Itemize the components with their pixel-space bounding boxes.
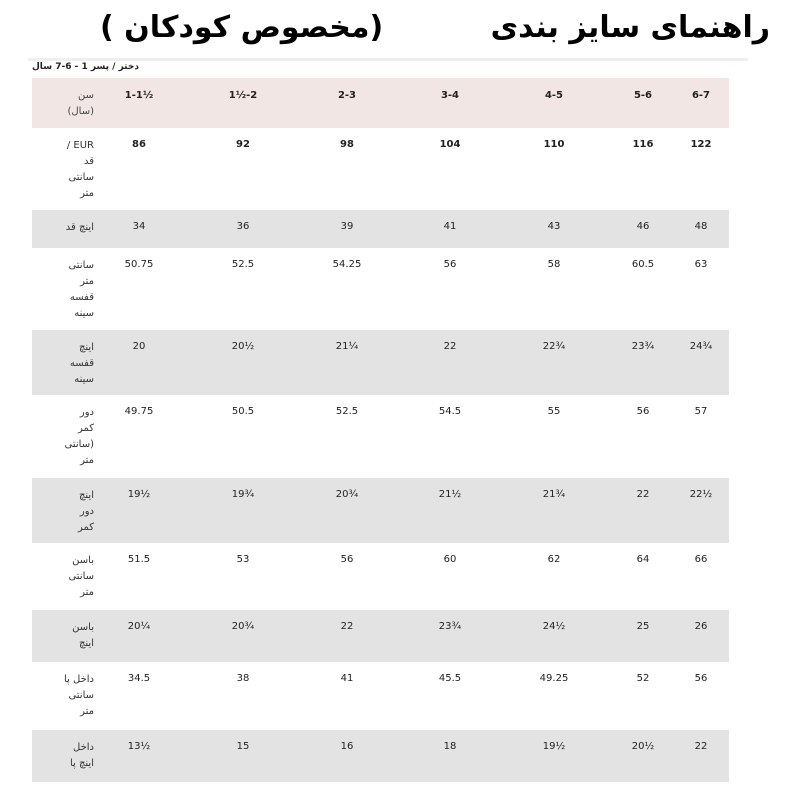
row-label <box>46 258 94 322</box>
table-cell: 36 <box>236 221 250 232</box>
table-cell: 56 <box>340 554 354 565</box>
table-cell: 15 <box>236 741 250 752</box>
header-age-cell: 5-6 <box>633 90 653 101</box>
table-cell: 54.5 <box>438 406 462 417</box>
table-row <box>32 128 729 210</box>
table-header-row <box>32 78 729 128</box>
row-label-line: متر <box>80 587 94 598</box>
table-cell: 41 <box>340 673 354 684</box>
table-cell: 24½ <box>542 621 566 632</box>
table-cell: 64 <box>636 554 650 565</box>
table-cell: 52.5 <box>231 259 255 270</box>
table-cell: 122 <box>690 139 712 150</box>
row-label-line: EUR / <box>66 140 94 151</box>
row-label-line: متر <box>80 276 94 287</box>
table-cell: 51.5 <box>127 554 151 565</box>
row-label-line: داخل <box>73 742 94 753</box>
table-cell: 49.75 <box>124 406 154 417</box>
row-label-line: کمر <box>77 423 94 434</box>
table-cell: 110 <box>543 139 565 150</box>
table-cell: 22½ <box>689 489 713 500</box>
table-cell: 92 <box>236 139 250 150</box>
row-label <box>46 220 94 236</box>
row-label-line: قفسه <box>69 292 94 303</box>
size-chart-table <box>32 78 729 782</box>
row-label <box>46 340 94 388</box>
table-cell: 104 <box>439 139 461 150</box>
page-title: راهنمای سایز بندی <box>490 10 770 45</box>
table-cell: 21¼ <box>335 341 359 352</box>
table-cell: 98 <box>340 139 354 150</box>
table-cell: 41 <box>443 221 457 232</box>
table-cell: 19¾ <box>231 489 255 500</box>
header-age-cell: 4-5 <box>544 90 564 101</box>
table-cell: 18 <box>443 741 457 752</box>
table-cell: 49.25 <box>539 673 569 684</box>
table-cell: 22 <box>694 741 708 752</box>
row-label-line: قد <box>83 156 94 167</box>
row-label <box>46 740 94 772</box>
table-cell: 26 <box>694 621 708 632</box>
row-label-line: دور <box>79 407 94 418</box>
table-cell: 20½ <box>231 341 255 352</box>
table-cell: 55 <box>547 406 561 417</box>
table-cell: 22¾ <box>542 341 566 352</box>
table-cell: 19½ <box>127 489 151 500</box>
header-age-cell: 1½-2 <box>228 90 258 101</box>
row-label-line: باسن <box>72 622 94 633</box>
row-label-line: اینچ <box>78 638 94 649</box>
row-label-line: اینچ پا <box>69 758 94 769</box>
row-label-line: متر <box>80 455 94 466</box>
row-label <box>46 405 94 469</box>
table-row <box>32 662 729 730</box>
table-cell: 20¾ <box>335 489 359 500</box>
table-row <box>32 330 729 395</box>
table-cell: 62 <box>547 554 561 565</box>
row-label <box>46 138 94 202</box>
row-label-line: سانتی <box>68 571 94 582</box>
table-cell: 20¾ <box>231 621 255 632</box>
table-row <box>32 210 729 248</box>
row-label-line: اینچ <box>78 342 94 353</box>
table-cell: 34 <box>132 221 146 232</box>
table-cell: 58 <box>547 259 561 270</box>
table-cell: 52 <box>636 673 650 684</box>
header-age-cell: 3-4 <box>440 90 460 101</box>
table-cell: 56 <box>694 673 708 684</box>
table-cell: 16 <box>340 741 354 752</box>
table-cell: 20 <box>132 341 146 352</box>
header-age-cell: 1-1½ <box>124 90 154 101</box>
table-cell: 54.25 <box>332 259 362 270</box>
row-label-line: قفسه <box>69 358 94 369</box>
table-cell: 21½ <box>438 489 462 500</box>
table-cell: 50.5 <box>231 406 255 417</box>
table-cell: 66 <box>694 554 708 565</box>
divider <box>28 58 748 61</box>
table-caption: دختر / پسر 1 - 6-7 سال <box>32 62 139 72</box>
table-cell: 25 <box>636 621 650 632</box>
table-cell: 24¾ <box>689 341 713 352</box>
row-label-line: داخل پا <box>64 674 94 685</box>
row-label-line: سینه <box>74 374 94 385</box>
table-cell: 50.75 <box>124 259 154 270</box>
row-label-line: سانتی <box>68 690 94 701</box>
row-label <box>46 620 94 652</box>
table-cell: 23¾ <box>438 621 462 632</box>
row-label-line: کمر <box>77 522 94 533</box>
row-label-line: اینچ <box>78 490 94 501</box>
table-cell: 48 <box>694 221 708 232</box>
row-label <box>46 672 94 720</box>
row-label-line: سینه <box>74 308 94 319</box>
row-label-line: دور <box>79 506 94 517</box>
table-cell: 21¾ <box>542 489 566 500</box>
header-label <box>46 88 94 120</box>
header-age-cell: 2-3 <box>337 90 357 101</box>
table-cell: 13½ <box>127 741 151 752</box>
table-cell: 46 <box>636 221 650 232</box>
row-label <box>46 553 94 601</box>
table-cell: 45.5 <box>438 673 462 684</box>
row-label-line: (سانتی <box>64 439 94 450</box>
table-cell: 20¼ <box>127 621 151 632</box>
table-cell: 116 <box>632 139 654 150</box>
table-cell: 57 <box>694 406 708 417</box>
table-cell: 52.5 <box>335 406 359 417</box>
row-label-line: متر <box>80 706 94 717</box>
table-cell: 23¾ <box>631 341 655 352</box>
table-cell: 86 <box>132 139 146 150</box>
table-cell: 56 <box>443 259 457 270</box>
row-label-line: سانتی <box>68 260 94 271</box>
table-row <box>32 610 729 662</box>
table-cell: 20½ <box>631 741 655 752</box>
header-label-line: (سال) <box>67 106 94 117</box>
header-label-line: سن <box>78 90 94 101</box>
table-row <box>32 248 729 330</box>
header-age-cell: 6-7 <box>691 90 711 101</box>
table-cell: 38 <box>236 673 250 684</box>
row-label-line: باسن <box>72 555 94 566</box>
page-subtitle-kids: (مخصوص کودکان ) <box>100 10 384 45</box>
table-cell: 60 <box>443 554 457 565</box>
table-cell: 60.5 <box>631 259 655 270</box>
table-cell: 22 <box>636 489 650 500</box>
table-cell: 39 <box>340 221 354 232</box>
table-cell: 22 <box>340 621 354 632</box>
table-cell: 22 <box>443 341 457 352</box>
table-cell: 43 <box>547 221 561 232</box>
table-row <box>32 543 729 610</box>
row-label-line: اینچ قد <box>65 222 94 233</box>
table-row <box>32 478 729 543</box>
row-label-line: سانتی <box>68 172 94 183</box>
table-cell: 53 <box>236 554 250 565</box>
row-label-line: متر <box>80 188 94 199</box>
table-cell: 63 <box>694 259 708 270</box>
table-cell: 19½ <box>542 741 566 752</box>
table-cell: 34.5 <box>127 673 151 684</box>
row-label <box>46 488 94 536</box>
table-cell: 56 <box>636 406 650 417</box>
table-row <box>32 395 729 478</box>
table-row <box>32 730 729 782</box>
